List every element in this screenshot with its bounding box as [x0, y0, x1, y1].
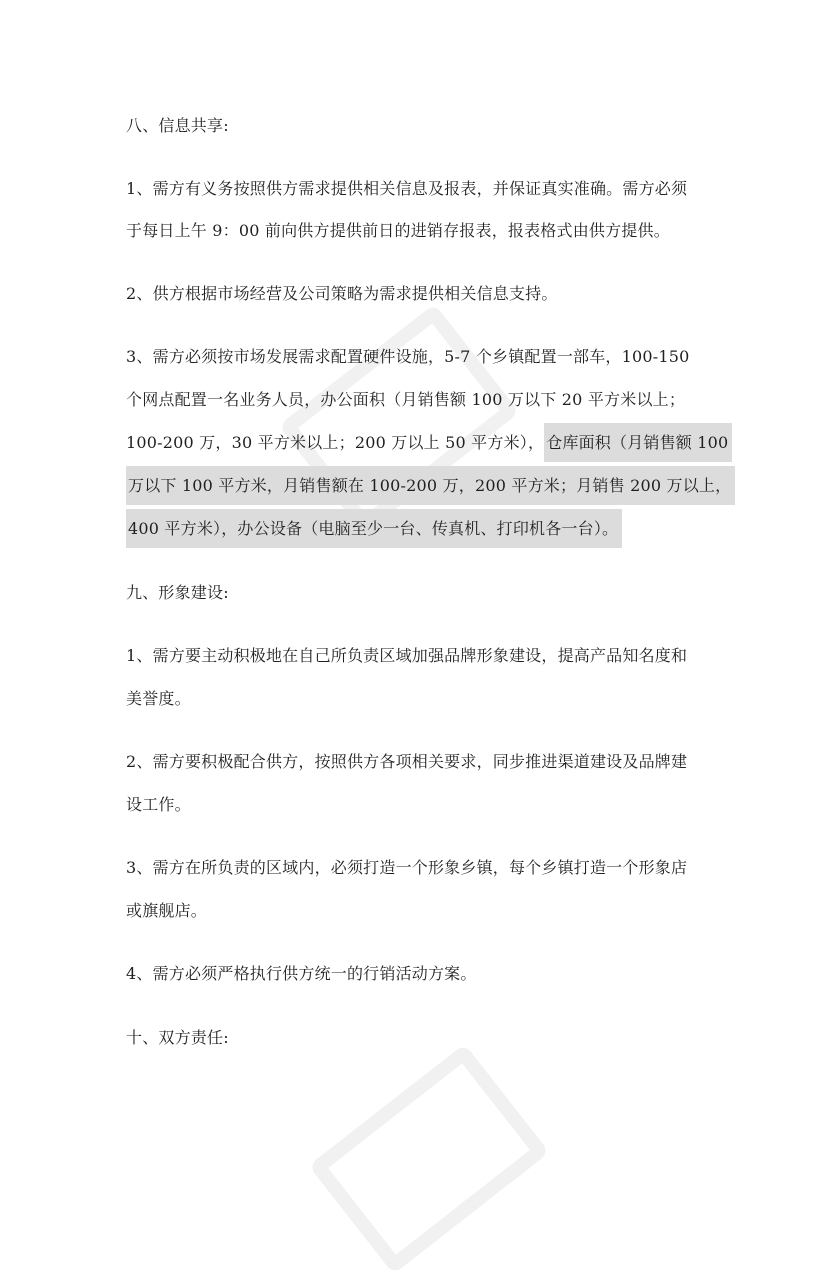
highlighted-text: 仓库面积（月销售额 100 — [544, 423, 732, 462]
paragraph-line: 3、需方在所负责的区域内，必须打造一个形象乡镇，每个乡镇打造一个形象店 — [126, 858, 688, 877]
paragraph-line: 个网点配置一名业务人员，办公面积（月销售额 100 万以下 20 平方米以上； — [126, 390, 686, 409]
paragraph-line: 美誉度。 — [126, 689, 191, 708]
paragraph-line — [126, 475, 735, 497]
paragraph-line: 1、需方有义务按照供方需求提供相关信息及报表，并保证真实准确。需方必须 — [126, 179, 688, 198]
paragraph-line: 2、供方根据市场经营及公司策略为需求提供相关信息支持。 — [126, 284, 558, 303]
paragraph-line: 2、需方要积极配合供方，按照供方各项相关要求，同步推进渠道建设及品牌建 — [126, 752, 688, 771]
paragraph-text: 100-200 万，30 平方米以上；200 万以上 50 平方米）， — [126, 433, 545, 452]
highlighted-text: 400 平方米），办公设备（电脑至少一台、传真机、打印机各一台）。 — [126, 509, 622, 548]
paragraph-line: 4、需方必须严格执行供方统一的行销活动方案。 — [126, 964, 477, 983]
paragraph-line — [126, 432, 732, 454]
section-heading-mutual-responsibilities: 十、双方责任: — [126, 1028, 229, 1047]
section-heading-image-building: 九、形象建设: — [126, 583, 229, 602]
paragraph-line: 1、需方要主动积极地在自己所负责区域加强品牌形象建设，提高产品知名度和 — [126, 646, 688, 665]
paragraph-line: 设工作。 — [126, 795, 191, 814]
watermark-stamp — [309, 1044, 550, 1274]
highlighted-text: 万以下 100 平方米，月销售额在 100-200 万，200 平方米；月销售 200 万以上， — [126, 466, 735, 505]
paragraph-line: 于每日上午 9：00 前向供方提供前日的进销存报表，报表格式由供方提供。 — [126, 221, 670, 240]
paragraph-line: 3、需方必须按市场发展需求配置硬件设施，5-7 个乡镇配置一部车，100-150 — [126, 347, 690, 366]
paragraph-line: 或旗舰店。 — [126, 901, 208, 920]
section-heading-information-sharing: 八、信息共享: — [126, 116, 229, 135]
paragraph-line — [126, 518, 622, 540]
